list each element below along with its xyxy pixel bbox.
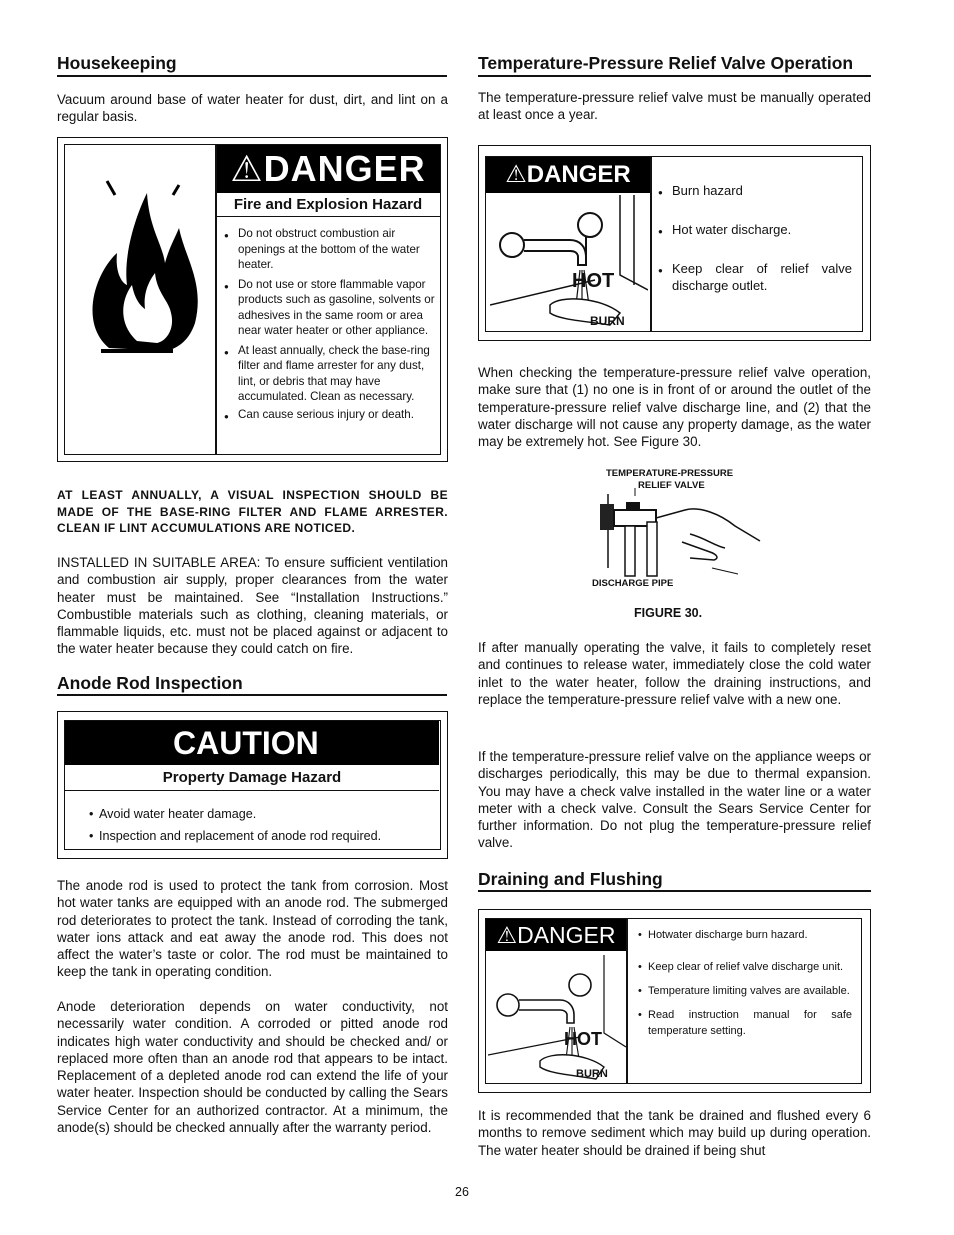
housekeeping-intro: Vacuum around base of water heater for dust, dirt, and lint on a regular basis. — [57, 92, 448, 125]
list-item: ● Keep clear of relief valve discharge outlet. — [658, 260, 852, 294]
hot-water-faucet-icon — [490, 195, 648, 329]
anode-paragraph-1: The anode rod is used to protect the tank from corrosion. Most hot water tanks are equipped with an anode rod. The submerged rod deteriorates to protect the tank. Instead of corroding the tank, water ions attack and eat away the anode rod. This does not affect the water’s taste or color. The rod must be maintained to keep the tank in operating condition. — [57, 878, 448, 980]
draining-danger-bullets — [638, 927, 852, 1039]
heading-rule — [57, 694, 447, 696]
burn-label: BURN — [590, 314, 625, 328]
list-item: • Hotwater discharge burn hazard. — [638, 927, 852, 943]
danger-title: DANGER — [517, 922, 616, 948]
danger-subtitle: Fire and Explosion Hazard — [216, 193, 440, 217]
tp-valve-paragraph-3: If the temperature-pressure relief valve on the appliance weeps or discharges periodically, this may be due to thermal expansion. You may have a check valve installed in the water line or a water meter with a check valve. Consult the Sears Service Center for further information. Do not plug the temperature-pressure relief valve. — [478, 749, 871, 851]
tp-danger-inner — [485, 156, 863, 332]
fire-danger-bullets — [224, 226, 436, 422]
caution-subtitle: Property Damage Hazard — [65, 765, 439, 791]
list-item: ● Can cause serious injury or death. — [224, 407, 436, 423]
hot-water-faucet-icon — [488, 955, 626, 1081]
figure-caption: FIGURE 30. — [634, 606, 703, 620]
warning-triangle-icon: ⚠ — [505, 161, 527, 188]
figure-label-valve-line2: RELIEF VALVE — [638, 480, 705, 491]
list-item: ● At least annually, check the base-ring filter and flame arrester for any dust, lint, or debris that may have accumulated. Clean as necessary. — [224, 343, 436, 405]
figure-label-valve-line1: TEMPERATURE-PRESSURE — [606, 468, 734, 479]
list-item: • Inspection and replacement of anode rod required. — [89, 825, 429, 847]
flame-icon — [87, 173, 207, 353]
fire-danger-inner — [64, 144, 441, 455]
divider — [626, 919, 628, 1083]
list-item: ● Do not use or store flammable vapor products such as gasoline, solvents or adhesives in the same room or area near water heater or other appliance. — [224, 277, 436, 339]
installed-paragraph: INSTALLED IN SUITABLE AREA: To ensure sufficient ventilation and combustion air supply, proper clearances from the water heater must be maintained. See “Installation Instructions.” Combustible materials such as clothing, cleaning materials, or flammable liquids, etc. must not be placed against or adjacent to the water heater because they could catch on fire. — [57, 555, 448, 657]
figure-label-pipe: DISCHARGE PIPE — [592, 578, 674, 589]
danger-title: DANGER — [526, 161, 631, 188]
caps-note: AT LEAST ANNUALLY, A VISUAL INSPECTION SHOULD BE MADE OF THE BASE-RING FILTER AND FLAME ARRESTER. CLEAN IF LINT ACCUMULATIONS ARE NOTICED. — [57, 488, 448, 535]
warning-triangle-icon: ⚠ — [496, 922, 518, 948]
caution-banner: CAUTION — [65, 721, 439, 765]
tp-danger-label — [478, 145, 871, 341]
danger-title: DANGER — [263, 148, 426, 189]
list-item: • Read instruction manual for safe temperature setting. — [638, 1007, 852, 1039]
list-item: ● Do not obstruct combustion air openings at the bottom of the water heater. — [224, 226, 436, 273]
burn-label: BURN — [576, 1068, 608, 1080]
heading-rule — [57, 75, 447, 77]
heading-rule — [478, 75, 871, 77]
hot-label: HOT — [572, 270, 615, 292]
list-item: ● Burn hazard — [658, 182, 852, 199]
tp-valve-heading: Temperature-Pressure Relief Valve Operation — [478, 53, 854, 73]
danger-banner — [216, 145, 440, 193]
relief-valve-illustration — [590, 486, 790, 580]
list-item: ● Hot water discharge. — [658, 221, 852, 238]
caution-label — [57, 711, 448, 859]
page-number: 26 — [455, 1185, 469, 1199]
caution-inner — [64, 720, 441, 850]
tp-valve-paragraph-1: When checking the temperature-pressure relief valve operation, make sure that (1) no one is in front of or around the outlet of the temperature-pressure relief valve discharge line, and (2) that the water discharge will not cause any property damage, as the water may be extremely hot. See Figure 30. — [478, 365, 871, 450]
divider — [215, 145, 217, 454]
warning-triangle-icon: ⚠ — [230, 148, 264, 189]
housekeeping-heading: Housekeeping — [57, 53, 177, 73]
tp-valve-intro: The temperature-pressure relief valve must be manually operated at least once a year. — [478, 90, 871, 123]
list-item: • Temperature limiting valves are available. — [638, 983, 852, 999]
danger-banner — [486, 157, 650, 193]
divider — [650, 157, 652, 331]
list-item: • Avoid water heater damage. — [89, 803, 429, 825]
heading-rule — [478, 890, 871, 892]
draining-heading: Draining and Flushing — [478, 869, 663, 889]
tp-danger-bullets — [658, 182, 852, 294]
list-item: • Keep clear of relief valve discharge unit. — [638, 959, 852, 975]
danger-banner — [486, 919, 626, 951]
tp-valve-paragraph-2: If after manually operating the valve, it fails to completely reset and continues to release water, immediately close the cold water inlet to the water heater, follow the draining instructions, and replace the temperature-pressure relief valve with a new one. — [478, 640, 871, 707]
anode-heading: Anode Rod Inspection — [57, 673, 243, 693]
figure-30 — [590, 468, 790, 593]
draining-danger-inner — [485, 918, 862, 1084]
fire-danger-label — [57, 137, 448, 462]
caution-bullets — [89, 803, 429, 847]
draining-paragraph-1: It is recommended that the tank be drained and flushed every 6 months to remove sediment which may build up during operation. The water heater should be drained if being shut — [478, 1108, 871, 1158]
hot-label: HOT — [564, 1029, 602, 1049]
anode-paragraph-2: Anode deterioration depends on water conductivity, not necessarily water condition. A corroded or pitted anode rod indicates high water conductivity and should be checked and/ or replaced more often than an anode rod that appears to be intact. Replacement of a depleted anode rod can extend the life of your water heater. Inspection should be conducted by calling the Sears Service Center for an authorized contractor. At a minimum, the anode(s) should be checked annually after the warranty period. — [57, 999, 448, 1136]
draining-danger-label — [478, 909, 871, 1093]
